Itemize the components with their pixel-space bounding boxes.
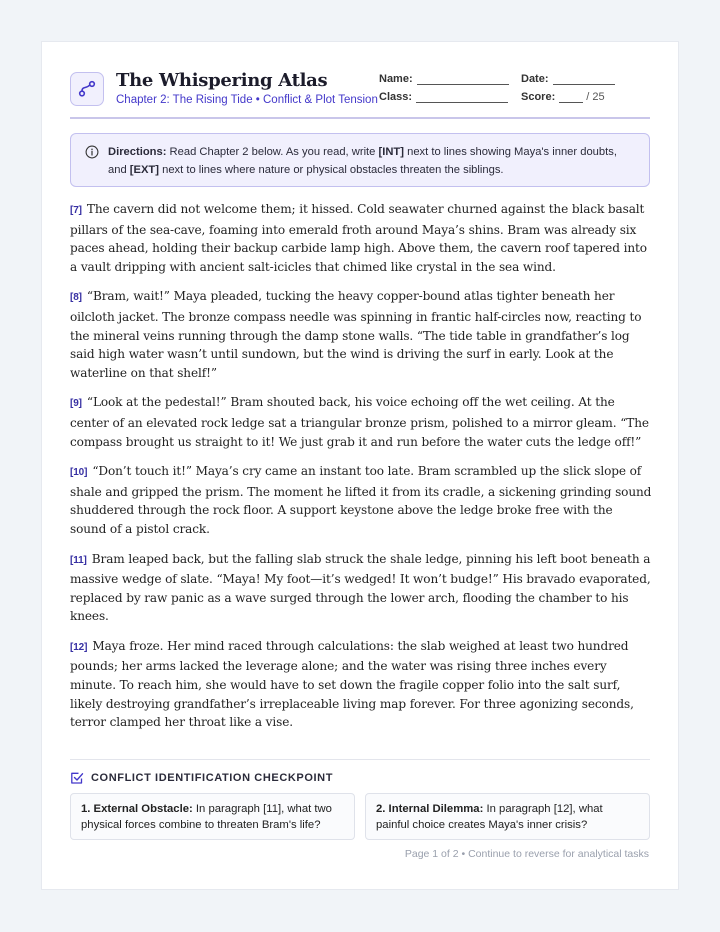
paragraph-8: [8] “Bram, wait!” Maya pleaded, tucking the heavy copper-bound atlas tighter beneath her oilcloth jacket. The bronze compass needle was spinning in frantic half-circles now, reacting to the mineral veins running through the damp stone walls. “The tide table in grandfather’s log said high water wasn’t until sundown, but the wind is driving the surf in early. Look at the waterline on that shelf!” [70, 289, 642, 380]
paragraph-10: [10] “Don’t touch it!” Maya’s cry came an instant too late. Bram scrambled up the slick slope of shale and gripped the prism. The moment he lifted it from its cradle, a sickening grinding sound shuddered through the rock floor. A support keystone above the ledge broke free with the sound of a pistol crack. [70, 464, 652, 536]
paragraph-7: [7] The cavern did not welcome them; it hissed. Cold seawater churned against the black basalt pillars of the sea-cave, foaming into emerald froth around Maya’s shins. Bram was already six paces ahead, holding their backup carbide lamp high. Above them, the cavern roof tapered into a vault dripping with ancient salt-icicles that chimed like crystal in the sea wind. [70, 202, 647, 274]
question-2-label: 2. Internal Dilemma: [376, 803, 484, 815]
score-field[interactable] [521, 91, 605, 103]
worksheet-header [70, 70, 650, 120]
tag-int: [INT] [378, 146, 404, 158]
paragraph-9: [9] “Look at the pedestal!” Bram shouted back, his voice echoing off the wet ceiling. At the center of an elevated rock ledge sat a triangular bronze prism, polished to a mirror gleam. “The compass brought us straight to it! We just grab it and run before the water cuts the ledge off!” [70, 395, 649, 449]
paragraph-12: [12] Maya froze. Her mind raced through calculations: the slab weighed at least two hundred pounds; her arms lacked the leverage alone; and the water was rising three inches every minute. To reach him, she would have to set down the fragile copper folio into the salt surf, likely destroying grandfather’s irreplaceable living map forever. For three agonizing seconds, terror clamped her throat like a vise. [70, 638, 634, 730]
class-field[interactable] [379, 91, 508, 103]
paragraph-number: [7] [70, 205, 82, 216]
question-1-text: In paragraph [11], what two physical forces combine to threaten Bram's life? [81, 803, 332, 831]
paragraph-number: [9] [70, 398, 82, 410]
score-label: Score: [521, 91, 556, 103]
name-label: Name: [379, 73, 413, 85]
checkbox-icon [70, 771, 84, 785]
question-1-label: 1. External Obstacle: [81, 803, 193, 815]
question-2-box [365, 793, 650, 840]
paragraph-11: [11] Bram leaped back, but the falling slab struck the shale ledge, pinning his left boot beneath a massive wedge of slate. “Maya! My foot—it’s wedged! It won’t budge!” His bravado evaporated, replaced by raw panic as a wave surged through the lower arch, flooding the chamber to his knees. [70, 551, 651, 624]
date-field[interactable] [521, 73, 615, 85]
question-1-box [70, 793, 355, 840]
page-title: The Whispering Atlas [116, 70, 328, 91]
question-2-text: In paragraph [12], what painful choice creates Maya's inner crisis? [376, 803, 603, 831]
route-icon [70, 72, 104, 106]
directions-lead: Directions: [108, 146, 167, 158]
class-label: Class: [379, 91, 413, 103]
info-icon [85, 145, 99, 164]
directions-text: Directions: Read Chapter 2 below. As you read, write [INT] next to lines showing Maya's inner doubts, and [EXT] next to lines where nature or physical obstacles threaten the siblings. [108, 146, 617, 176]
name-field[interactable] [379, 73, 509, 85]
directions-box [70, 133, 650, 187]
page-subtitle: Chapter 2: The Rising Tide • Conflict & Plot Tension [116, 94, 378, 106]
checkpoint-divider [70, 759, 650, 760]
paragraph-number: [11] [70, 554, 87, 566]
paragraph-number: [10] [70, 467, 88, 479]
tag-ext: [EXT] [129, 164, 159, 176]
story-passage [70, 200, 652, 743]
checkpoint-title: CONFLICT IDENTIFICATION CHECKPOINT [91, 772, 334, 784]
paragraph-number: [12] [70, 641, 88, 653]
score-total: / 25 [586, 91, 605, 103]
date-label: Date: [521, 73, 549, 85]
page-footer: Page 1 of 2 • Continue to reverse for analytical tasks [404, 848, 649, 860]
header-divider [70, 117, 650, 119]
paragraph-number: [8] [70, 292, 82, 304]
worksheet-page [42, 42, 678, 889]
